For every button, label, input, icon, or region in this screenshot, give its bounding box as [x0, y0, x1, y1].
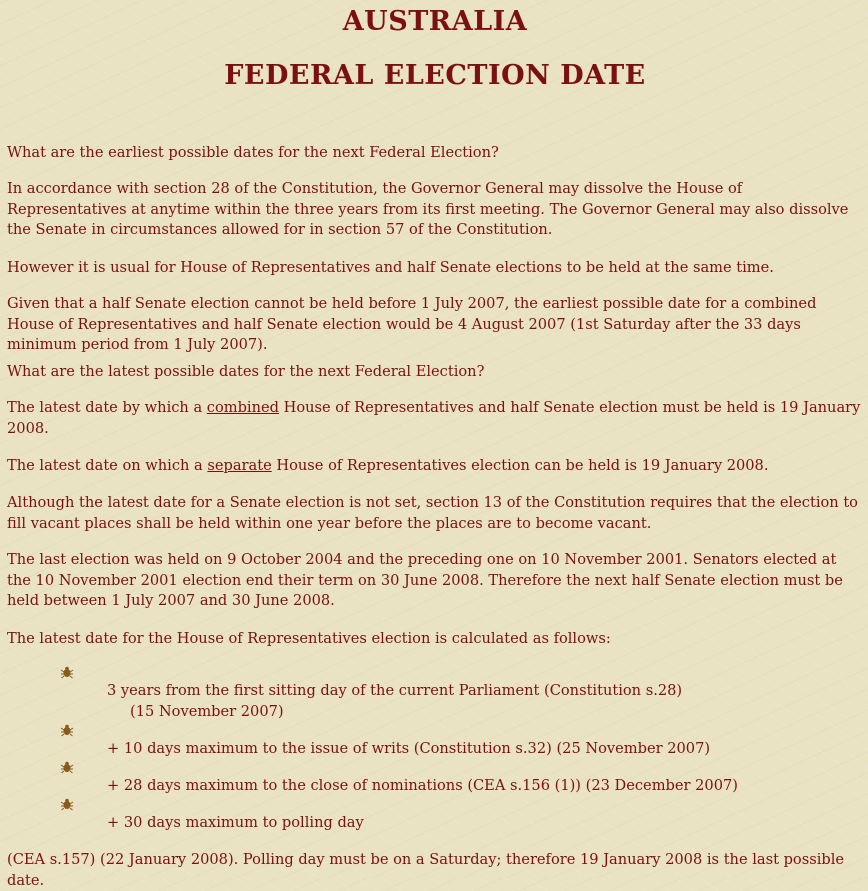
text: House of Representatives and half Senate election must be held is 19 January 2008.: [7, 399, 861, 437]
text: The latest date by which a: [7, 399, 207, 416]
text: The latest date on which a: [7, 457, 208, 474]
paragraph-usual-practice: However it is usual for House of Representatives and half Senate elections to be held at the same time.: [7, 259, 774, 276]
list-item: + 30 days maximum to polling day: [107, 814, 364, 831]
paragraph-senate-section-13: Although the latest date for a Senate election is not set, section 13 of the Constitution requires that the election to fill vacant places shall be held within one year before the places are to become vacant.: [7, 494, 858, 532]
bug-bullet-icon: [60, 665, 74, 679]
list-item: + 28 days maximum to the close of nominations (CEA s.156 (1)) (23 December 2007): [107, 777, 738, 794]
paragraph-constitution-section-28: In accordance with section 28 of the Constitution, the Governor General may dissolve the House of Representatives at anytime within the three years from its first meeting. The Governor General may also dissolve the Senate in circumstances allowed for in section 57 of the Constitution.: [7, 180, 849, 238]
bug-bullet-icon: [60, 760, 74, 774]
paragraph-last-election: The last election was held on 9 October 2004 and the preceding one on 10 November 2001. Senators elected at the 10 November 2001 election end their term on 30 June 2008. Therefore the next half Senate election must be held between 1 July 2007 and 30 June 2008.: [7, 551, 843, 609]
question-earliest-dates: What are the earliest possible dates for the next Federal Election?: [7, 144, 499, 161]
underlined-text: separate: [207, 457, 272, 474]
paragraph-calculation-intro: The latest date for the House of Representatives election is calculated as follows:: [7, 630, 611, 647]
paragraph-separate-election: [7, 456, 863, 477]
page-title-line1: AUSTRALIA: [342, 6, 528, 37]
list-item-line: (15 November 2007): [130, 702, 284, 720]
bug-bullet-icon: [60, 797, 74, 811]
list-item-line: 3 years from the first sitting day of the current Parliament (Constitution s.28): [107, 682, 683, 699]
list-item: [107, 681, 847, 722]
bug-bullet-icon: [60, 723, 74, 737]
paragraph-earliest-date: Given that a half Senate election cannot be held before 1 July 2007, the earliest possible date for a combined House of Representatives and half Senate election would be 4 August 2007 (1st Saturday after the 33 days minimum period from 1 July 2007).: [7, 295, 817, 353]
question-latest-dates: What are the latest possible dates for the next Federal Election?: [7, 363, 485, 380]
list-item: + 10 days maximum to the issue of writs (Constitution s.32) (25 November 2007): [107, 740, 711, 757]
page-title-line2: FEDERAL ELECTION DATE: [224, 60, 646, 91]
text: House of Representatives election can be held is 19 January 2008.: [271, 457, 769, 474]
underlined-text: combined: [206, 399, 279, 416]
paragraph-polling-day: (CEA s.157) (22 January 2008). Polling day must be on a Saturday; therefore 19 January 2008 is the last possible date.: [7, 851, 845, 889]
paragraph-combined-election: [7, 398, 863, 439]
